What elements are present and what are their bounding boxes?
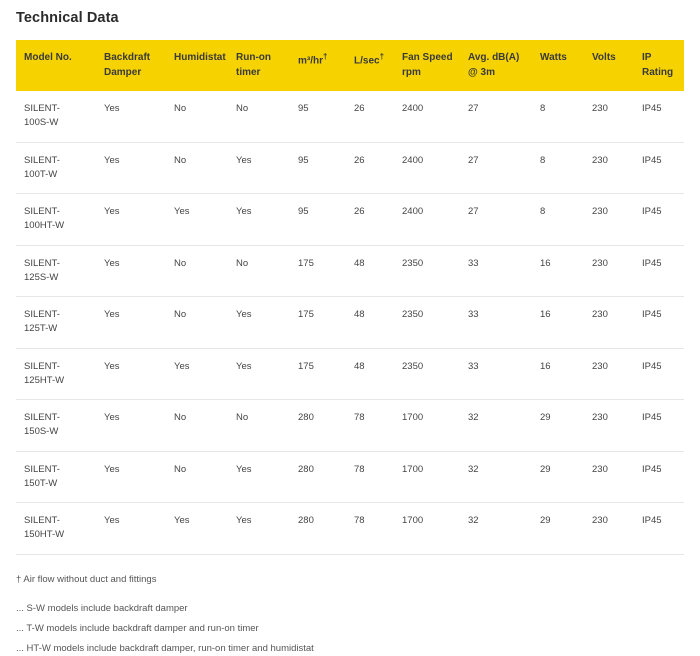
footnote-s-w-models: ... S-W models include backdraft damper: [16, 602, 188, 614]
column-header-m3hr-label: m³/hr: [298, 55, 323, 67]
model-line2: 125HT-W: [24, 374, 65, 386]
model-line1: SILENT-: [24, 309, 60, 320]
model-line1: SILENT-: [24, 206, 60, 217]
cell-runon: No: [228, 245, 290, 297]
cell-volts: 230: [584, 245, 634, 297]
cell-watts: 8: [532, 142, 584, 194]
cell-runon: Yes: [228, 194, 290, 246]
cell-db: 27: [460, 91, 532, 142]
cell-rpm: 2400: [394, 194, 460, 246]
cell-lsec: 78: [346, 400, 394, 452]
column-header-runon-line1: Run-on: [236, 52, 271, 63]
column-header-run-on-timer: [228, 40, 290, 91]
column-header-l-per-sec: [346, 40, 394, 91]
cell-m3hr: 95: [290, 194, 346, 246]
cell-model-no: [16, 400, 96, 452]
cell-runon: Yes: [228, 503, 290, 555]
column-header-db-line1: Avg. dB(A): [468, 52, 520, 63]
model-line2: 150S-W: [24, 426, 59, 438]
cell-model-no: [16, 348, 96, 400]
cell-db: 27: [460, 194, 532, 246]
cell-ip: IP45: [634, 245, 684, 297]
footnotes: [16, 573, 684, 656]
technical-data-table: [16, 40, 684, 555]
cell-rpm: 1700: [394, 400, 460, 452]
cell-ip: IP45: [634, 503, 684, 555]
column-header-backdraft-damper: [96, 40, 166, 91]
cell-watts: 29: [532, 451, 584, 503]
table-row: [16, 194, 684, 246]
cell-ip: IP45: [634, 400, 684, 452]
table-row: [16, 142, 684, 194]
table-row: [16, 245, 684, 297]
cell-lsec: 48: [346, 348, 394, 400]
cell-humidistat: Yes: [166, 348, 228, 400]
cell-ip: IP45: [634, 91, 684, 142]
table-row: [16, 503, 684, 555]
column-header-humidistat: [166, 40, 228, 91]
column-header-humidistat-label: Humidistat: [174, 52, 226, 63]
cell-rpm: 1700: [394, 451, 460, 503]
cell-watts: 16: [532, 348, 584, 400]
cell-ip: IP45: [634, 194, 684, 246]
cell-rpm: 1700: [394, 503, 460, 555]
cell-ip: IP45: [634, 142, 684, 194]
page-title: Technical Data: [16, 10, 119, 26]
model-line1: SILENT-: [24, 154, 60, 166]
model-line1: SILENT-: [24, 515, 60, 526]
cell-volts: 230: [584, 503, 634, 555]
cell-db: 33: [460, 297, 532, 349]
model-line2: 150T-W: [24, 477, 58, 489]
model-line2: 125S-W: [24, 271, 59, 283]
cell-db: 33: [460, 245, 532, 297]
model-line2: 125T-W: [24, 323, 58, 335]
cell-model-no: [16, 91, 96, 142]
cell-runon: No: [228, 91, 290, 142]
cell-volts: 230: [584, 194, 634, 246]
cell-volts: 230: [584, 451, 634, 503]
cell-backdraft: Yes: [96, 142, 166, 194]
cell-lsec: 78: [346, 503, 394, 555]
cell-volts: 230: [584, 297, 634, 349]
table-row: [16, 400, 684, 452]
cell-model-no: [16, 142, 96, 194]
cell-backdraft: Yes: [96, 348, 166, 400]
cell-runon: Yes: [228, 297, 290, 349]
cell-m3hr: 280: [290, 451, 346, 503]
cell-lsec: 26: [346, 91, 394, 142]
column-header-volts: [584, 40, 634, 91]
column-header-model-no-label: Model No.: [24, 52, 72, 63]
column-header-watts-label: Watts: [540, 52, 567, 63]
cell-model-no: [16, 194, 96, 246]
table-body: [16, 91, 684, 554]
column-header-model-no: [16, 40, 96, 91]
cell-ip: IP45: [634, 297, 684, 349]
cell-m3hr: 175: [290, 297, 346, 349]
table-row: [16, 91, 684, 142]
model-line1: SILENT-: [24, 463, 60, 475]
model-line1: SILENT-: [24, 412, 60, 423]
cell-model-no: [16, 503, 96, 555]
cell-rpm: 2350: [394, 348, 460, 400]
column-header-runon-line2: timer: [236, 66, 261, 78]
cell-runon: Yes: [228, 142, 290, 194]
cell-lsec: 48: [346, 297, 394, 349]
cell-backdraft: Yes: [96, 451, 166, 503]
column-header-watts: [532, 40, 584, 91]
cell-runon: No: [228, 400, 290, 452]
cell-backdraft: Yes: [96, 245, 166, 297]
footnote-t-w-models: ... T-W models include backdraft damper and run-on timer: [16, 623, 259, 635]
cell-lsec: 26: [346, 194, 394, 246]
model-line2: 100S-W: [24, 117, 59, 129]
cell-volts: 230: [584, 400, 634, 452]
cell-humidistat: Yes: [166, 194, 228, 246]
cell-watts: 8: [532, 91, 584, 142]
cell-m3hr: 95: [290, 91, 346, 142]
cell-rpm: 2350: [394, 297, 460, 349]
cell-lsec: 48: [346, 245, 394, 297]
cell-db: 32: [460, 451, 532, 503]
cell-watts: 29: [532, 400, 584, 452]
cell-volts: 230: [584, 348, 634, 400]
table-header-row: [16, 40, 684, 91]
table-row: [16, 451, 684, 503]
model-line2: 150HT-W: [24, 529, 65, 541]
cell-humidistat: No: [166, 245, 228, 297]
technical-data-table-container: [16, 40, 684, 555]
cell-model-no: [16, 245, 96, 297]
cell-db: 33: [460, 348, 532, 400]
model-line1: SILENT-: [24, 257, 60, 269]
cell-watts: 8: [532, 194, 584, 246]
cell-rpm: 2400: [394, 142, 460, 194]
cell-m3hr: 280: [290, 503, 346, 555]
column-header-fan-speed: [394, 40, 460, 91]
column-header-m3-per-hr: [290, 40, 346, 91]
cell-rpm: 2350: [394, 245, 460, 297]
cell-lsec: 26: [346, 142, 394, 194]
cell-m3hr: 175: [290, 348, 346, 400]
cell-watts: 16: [532, 297, 584, 349]
column-header-backdraft-line2: Damper: [104, 66, 142, 78]
cell-volts: 230: [584, 91, 634, 142]
cell-humidistat: No: [166, 297, 228, 349]
cell-db: 32: [460, 503, 532, 555]
cell-m3hr: 175: [290, 245, 346, 297]
cell-humidistat: No: [166, 400, 228, 452]
table-row: [16, 348, 684, 400]
footnote-airflow: † Air flow without duct and fittings: [16, 573, 157, 585]
cell-backdraft: Yes: [96, 400, 166, 452]
cell-humidistat: No: [166, 91, 228, 142]
column-header-backdraft-line1: Backdraft: [104, 52, 151, 63]
table-row: [16, 297, 684, 349]
footnote-ht-w-models: ... HT-W models include backdraft damper, run-on timer and humidistat: [16, 643, 314, 655]
dagger-marker-m3hr: †: [323, 52, 328, 61]
cell-runon: Yes: [228, 348, 290, 400]
cell-humidistat: No: [166, 142, 228, 194]
cell-backdraft: Yes: [96, 194, 166, 246]
column-header-fanspeed-line2: rpm: [402, 66, 421, 78]
cell-runon: Yes: [228, 451, 290, 503]
cell-model-no: [16, 297, 96, 349]
cell-db: 32: [460, 400, 532, 452]
cell-model-no: [16, 451, 96, 503]
cell-backdraft: Yes: [96, 297, 166, 349]
cell-backdraft: Yes: [96, 503, 166, 555]
cell-m3hr: 95: [290, 142, 346, 194]
column-header-db-line2: @ 3m: [468, 66, 495, 78]
cell-rpm: 2400: [394, 91, 460, 142]
cell-db: 27: [460, 142, 532, 194]
cell-watts: 29: [532, 503, 584, 555]
cell-backdraft: Yes: [96, 91, 166, 142]
cell-humidistat: Yes: [166, 503, 228, 555]
dagger-marker-lsec: †: [379, 52, 385, 61]
column-header-fanspeed-line1: Fan Speed: [402, 52, 453, 63]
cell-m3hr: 280: [290, 400, 346, 452]
table-header: [16, 40, 684, 91]
cell-ip: IP45: [634, 348, 684, 400]
cell-ip: IP45: [634, 451, 684, 503]
column-header-lsec-label: L/sec: [354, 55, 380, 67]
column-header-avg-db: [460, 40, 532, 91]
column-header-ip-line2: Rating: [642, 66, 674, 78]
cell-humidistat: No: [166, 451, 228, 503]
cell-lsec: 78: [346, 451, 394, 503]
column-header-ip-line1: IP: [642, 52, 652, 63]
column-header-ip-rating: [634, 40, 684, 91]
model-line1: SILENT-: [24, 103, 60, 114]
column-header-volts-label: Volts: [592, 52, 616, 63]
model-line2: 100T-W: [24, 168, 58, 180]
model-line1: SILENT-: [24, 360, 60, 372]
cell-watts: 16: [532, 245, 584, 297]
model-line2: 100HT-W: [24, 220, 65, 232]
cell-volts: 230: [584, 142, 634, 194]
